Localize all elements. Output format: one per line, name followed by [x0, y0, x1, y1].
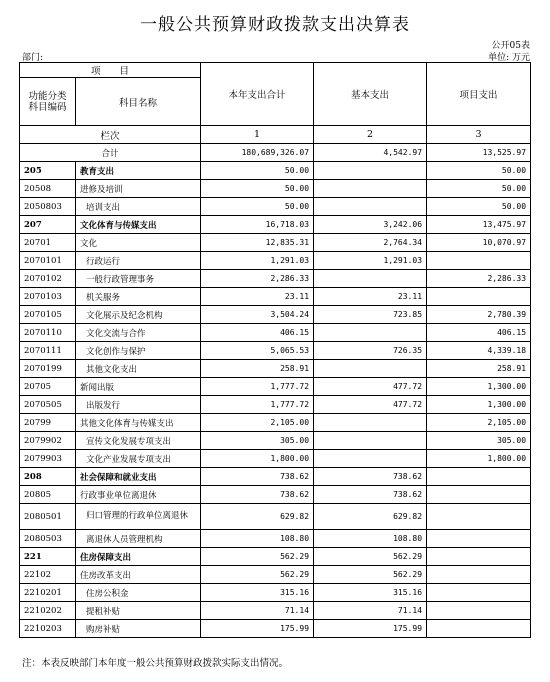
row-project-cell: 1,800.00	[427, 450, 531, 468]
row-total-cell: 562.29	[201, 548, 314, 566]
row-basic-cell: 2,764.34	[314, 234, 427, 252]
row-total-cell: 108.80	[201, 530, 314, 548]
item-header: 项 目	[20, 63, 201, 78]
row-total-cell: 50.00	[201, 180, 314, 198]
sum-label: 合计	[20, 144, 201, 162]
row-name-cell: 文化产业发展专项支出	[76, 450, 201, 468]
table-row	[20, 566, 531, 584]
row-code-cell: 20799	[20, 414, 76, 432]
row-code-cell: 2080501	[20, 504, 76, 530]
row-basic-cell: 562.29	[314, 566, 427, 584]
row-code-cell: 2070102	[20, 270, 76, 288]
row-project-cell: 50.00	[427, 198, 531, 216]
row-basic-cell: 726.35	[314, 342, 427, 360]
table-row	[20, 270, 531, 288]
row-basic-cell: 315.16	[314, 584, 427, 602]
sum-basic: 4,542.97	[314, 144, 427, 162]
table-row	[20, 360, 531, 378]
row-project-cell	[427, 584, 531, 602]
footnote: 注：本表反映部门本年度一般公共预算财政拨款实际支出情况。	[22, 658, 289, 669]
row-basic-cell: 477.72	[314, 396, 427, 414]
row-name-cell: 文化交流与合作	[76, 324, 201, 342]
row-name-cell: 住房改革支出	[76, 566, 201, 584]
row-basic-cell	[314, 324, 427, 342]
row-name-cell: 行政运行	[76, 252, 201, 270]
row-name-cell: 归口管理的行政单位离退休	[76, 504, 201, 530]
column-index-3: 3	[427, 126, 531, 144]
row-total-cell: 2,105.00	[201, 414, 314, 432]
row-project-cell: 13,475.97	[427, 216, 531, 234]
table-row	[20, 162, 531, 180]
row-code-cell: 2079903	[20, 450, 76, 468]
row-code-cell: 207	[20, 216, 76, 234]
row-basic-cell: 477.72	[314, 378, 427, 396]
row-name-cell: 教育支出	[76, 162, 201, 180]
row-total-cell: 175.99	[201, 620, 314, 638]
row-code-cell: 2210201	[20, 584, 76, 602]
row-project-cell: 406.15	[427, 324, 531, 342]
expenditure-table	[19, 62, 531, 638]
row-name-cell: 离退休人员管理机构	[76, 530, 201, 548]
row-project-cell: 10,070.97	[427, 234, 531, 252]
row-project-cell: 50.00	[427, 180, 531, 198]
row-code-cell: 2080503	[20, 530, 76, 548]
row-code-cell: 205	[20, 162, 76, 180]
row-basic-cell: 738.62	[314, 486, 427, 504]
row-project-cell	[427, 288, 531, 306]
row-basic-cell	[314, 270, 427, 288]
table-row	[20, 378, 531, 396]
row-project-cell: 50.00	[427, 162, 531, 180]
row-name-cell: 其他文化体育与传媒支出	[76, 414, 201, 432]
table-row	[20, 342, 531, 360]
row-total-cell: 1,291.03	[201, 252, 314, 270]
row-code-cell: 2070505	[20, 396, 76, 414]
row-code-cell: 2070101	[20, 252, 76, 270]
row-project-cell	[427, 468, 531, 486]
row-total-cell: 23.11	[201, 288, 314, 306]
row-basic-cell: 738.62	[314, 468, 427, 486]
row-project-cell	[427, 548, 531, 566]
row-name-cell: 提租补贴	[76, 602, 201, 620]
table-row	[20, 602, 531, 620]
table-row	[20, 414, 531, 432]
total-header: 本年支出合计	[201, 63, 314, 126]
row-total-cell: 71.14	[201, 602, 314, 620]
row-project-cell	[427, 530, 531, 548]
row-basic-cell: 23.11	[314, 288, 427, 306]
row-project-cell: 1,300.00	[427, 378, 531, 396]
row-total-cell: 50.00	[201, 162, 314, 180]
subject-name-header: 科目名称	[76, 78, 201, 126]
row-total-cell: 1,777.72	[201, 396, 314, 414]
table-row	[20, 468, 531, 486]
basic-header: 基本支出	[314, 63, 427, 126]
row-basic-cell: 723.85	[314, 306, 427, 324]
row-total-cell: 305.00	[201, 432, 314, 450]
row-project-cell: 305.00	[427, 432, 531, 450]
row-basic-cell: 1,291.03	[314, 252, 427, 270]
row-project-cell	[427, 620, 531, 638]
table-row	[20, 450, 531, 468]
row-code-cell: 2210203	[20, 620, 76, 638]
sum-total: 180,689,326.07	[201, 144, 314, 162]
row-name-cell: 培训支出	[76, 198, 201, 216]
column-index-2: 2	[314, 126, 427, 144]
row-basic-cell	[314, 180, 427, 198]
row-basic-cell	[314, 198, 427, 216]
table-row	[20, 396, 531, 414]
row-name-cell: 文化	[76, 234, 201, 252]
table-row	[20, 180, 531, 198]
row-total-cell: 315.16	[201, 584, 314, 602]
row-total-cell: 1,777.72	[201, 378, 314, 396]
row-total-cell: 2,286.33	[201, 270, 314, 288]
table-row	[20, 288, 531, 306]
row-name-cell: 宣传文化发展专项支出	[76, 432, 201, 450]
row-code-cell: 20805	[20, 486, 76, 504]
row-name-cell: 住房公积金	[76, 584, 201, 602]
row-basic-cell: 629.82	[314, 504, 427, 530]
row-project-cell	[427, 566, 531, 584]
row-total-cell: 16,718.03	[201, 216, 314, 234]
row-basic-cell: 71.14	[314, 602, 427, 620]
row-code-cell: 2070105	[20, 306, 76, 324]
row-code-cell: 2079902	[20, 432, 76, 450]
row-basic-cell	[314, 162, 427, 180]
row-code-cell: 2070199	[20, 360, 76, 378]
row-total-cell: 406.15	[201, 324, 314, 342]
row-project-cell: 2,286.33	[427, 270, 531, 288]
row-project-cell	[427, 602, 531, 620]
table-row	[20, 216, 531, 234]
row-code-cell: 2050803	[20, 198, 76, 216]
row-name-cell: 住房保障支出	[76, 548, 201, 566]
row-name-cell: 购房补贴	[76, 620, 201, 638]
row-total-cell: 258.91	[201, 360, 314, 378]
row-basic-cell	[314, 432, 427, 450]
table-row	[20, 324, 531, 342]
row-total-cell: 738.62	[201, 486, 314, 504]
table-row	[20, 252, 531, 270]
row-basic-cell	[314, 360, 427, 378]
project-header: 项目支出	[427, 63, 531, 126]
row-total-cell: 5,065.53	[201, 342, 314, 360]
department-label: 部门:	[22, 53, 44, 63]
row-code-cell: 2070103	[20, 288, 76, 306]
row-name-cell: 文化体育与传媒支出	[76, 216, 201, 234]
row-name-cell: 一般行政管理事务	[76, 270, 201, 288]
row-total-cell: 562.29	[201, 566, 314, 584]
row-project-cell	[427, 504, 531, 530]
row-name-cell: 其他文化支出	[76, 360, 201, 378]
row-total-cell: 738.62	[201, 468, 314, 486]
row-total-cell: 1,800.00	[201, 450, 314, 468]
row-name-cell: 进修及培训	[76, 180, 201, 198]
page-title: 一般公共预算财政拨款支出决算表	[140, 15, 410, 35]
table-row	[20, 530, 531, 548]
row-code-cell: 2210202	[20, 602, 76, 620]
row-code-cell: 20508	[20, 180, 76, 198]
table-row	[20, 584, 531, 602]
row-basic-cell: 562.29	[314, 548, 427, 566]
row-name-cell: 新闻出版	[76, 378, 201, 396]
unit-label: 单位: 万元	[488, 53, 530, 63]
row-basic-cell: 3,242.06	[314, 216, 427, 234]
table-row	[20, 486, 531, 504]
row-name-cell: 行政事业单位离退休	[76, 486, 201, 504]
row-basic-cell: 108.80	[314, 530, 427, 548]
row-project-cell: 1,300.00	[427, 396, 531, 414]
row-project-cell: 4,339.18	[427, 342, 531, 360]
sum-project: 13,525.97	[427, 144, 531, 162]
row-total-cell: 3,504.24	[201, 306, 314, 324]
row-code-cell: 2070111	[20, 342, 76, 360]
row-project-cell	[427, 486, 531, 504]
table-row	[20, 234, 531, 252]
row-code-cell: 20701	[20, 234, 76, 252]
row-basic-cell	[314, 414, 427, 432]
row-name-cell: 文化展示及纪念机构	[76, 306, 201, 324]
row-code-cell: 221	[20, 548, 76, 566]
row-basic-cell: 175.99	[314, 620, 427, 638]
table-row	[20, 198, 531, 216]
row-code-cell: 2070110	[20, 324, 76, 342]
table-row	[20, 620, 531, 638]
row-total-cell: 12,835.31	[201, 234, 314, 252]
table-row	[20, 432, 531, 450]
row-code-cell: 22102	[20, 566, 76, 584]
row-name-cell: 出版发行	[76, 396, 201, 414]
row-name-cell: 社会保障和就业支出	[76, 468, 201, 486]
row-basic-cell	[314, 450, 427, 468]
row-code-cell: 20705	[20, 378, 76, 396]
form-code: 公开05表	[491, 41, 530, 51]
row-project-cell	[427, 252, 531, 270]
table-row	[20, 306, 531, 324]
row-project-cell: 2,780.39	[427, 306, 531, 324]
func-code-header: 功能分类科目编码	[20, 78, 76, 126]
table-row	[20, 504, 531, 530]
row-project-cell: 258.91	[427, 360, 531, 378]
row-name-cell: 机关服务	[76, 288, 201, 306]
sum-row	[20, 144, 531, 162]
row-name-cell: 文化创作与保护	[76, 342, 201, 360]
row-project-cell: 2,105.00	[427, 414, 531, 432]
row-code-cell: 208	[20, 468, 76, 486]
row-total-cell: 50.00	[201, 198, 314, 216]
table-row	[20, 548, 531, 566]
column-index-label: 栏次	[20, 126, 201, 144]
row-total-cell: 629.82	[201, 504, 314, 530]
column-index-1: 1	[201, 126, 314, 144]
